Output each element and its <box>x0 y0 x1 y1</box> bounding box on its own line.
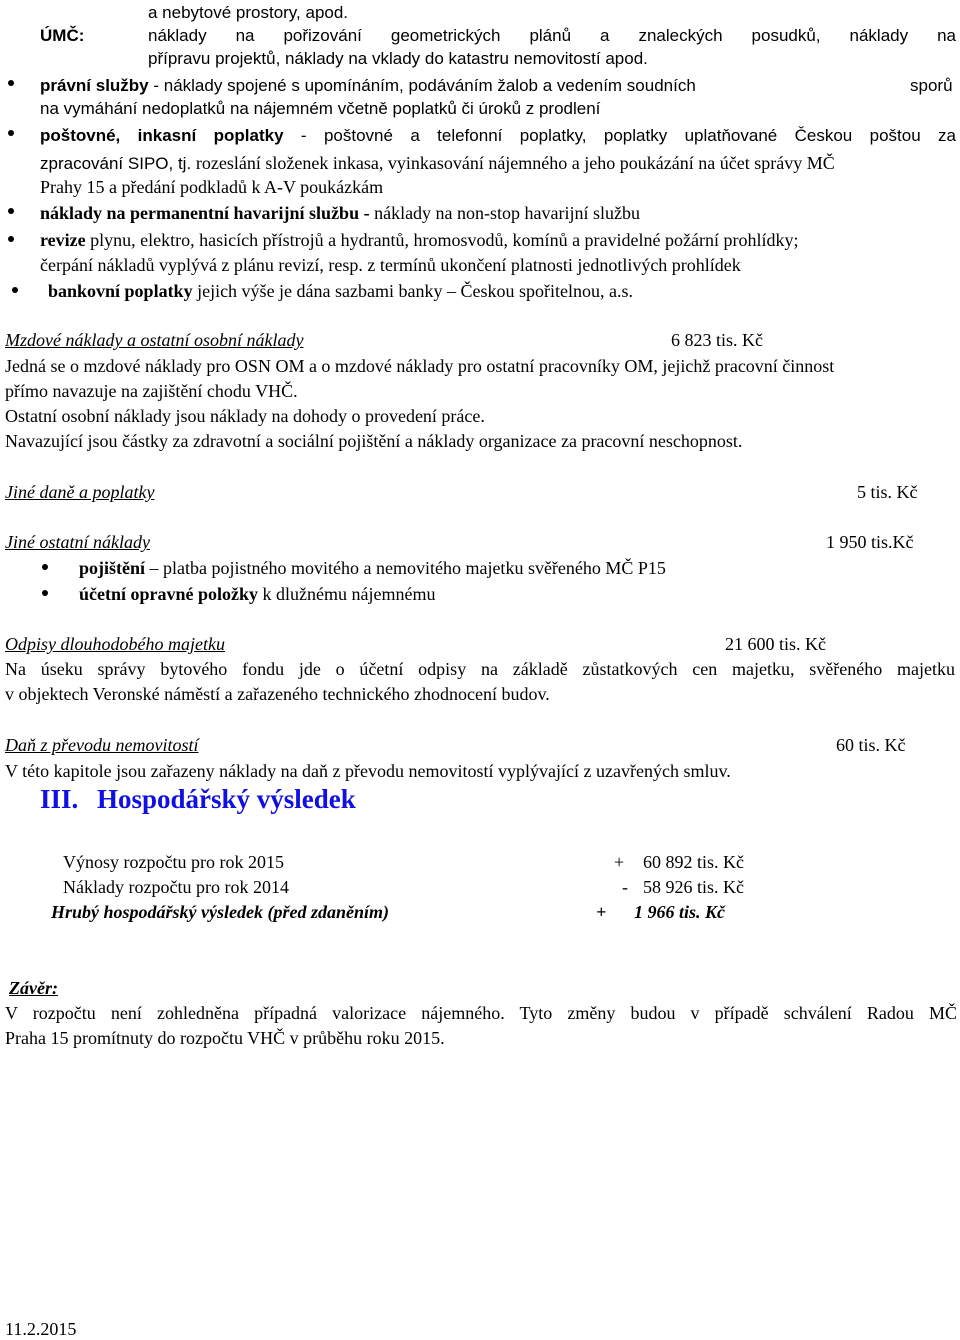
jine-ostatni-naklady-heading: Jiné ostatní náklady <box>5 532 150 552</box>
pravni-sluzby-line1: právní služby - náklady spojené s upomínáním, podáváním žalob a vedením soudních <box>40 76 696 95</box>
dan-amount: 60 tis. Kč <box>836 735 906 755</box>
jine-dane-amount: 5 tis. Kč <box>857 482 918 502</box>
jine-ostatni-naklady-amount: 1 950 tis.Kč <box>826 532 914 552</box>
summary-row-label: Výnosy rozpočtu pro rok 2015 <box>63 852 284 872</box>
umc-label: ÚMČ: <box>40 26 85 45</box>
pravni-sluzby-line2: na vymáhání nedoplatků na nájemném včetně poplatků či úroků z prodlení <box>40 99 601 118</box>
mzdove-paragraph-line1: Jedná se o mzdové náklady pro OSN OM a o mzdové náklady pro ostatní pracovníky OM, jejichž pracovní činnost <box>5 356 835 376</box>
summary-row-sign: + <box>614 852 625 872</box>
revize-line2: čerpání nákladů vyplývá z plánu revizí, resp. z termínů ukončení platnosti jednotlivých prohlídek <box>40 255 741 275</box>
odpisy-paragraph-line1: Na úseku správy bytového fondu jde o účetní odpisy na základě zůstatkových cen majetku, svěřeného majetku <box>5 659 955 679</box>
summary-result-value: 1 966 tis. Kč <box>634 902 726 922</box>
summary-row-value: 58 926 tis. Kč <box>643 877 744 897</box>
bullet-icon <box>42 590 48 596</box>
summary-result-sign: + <box>596 902 607 922</box>
mzdove-naklady-amount: 6 823 tis. Kč <box>671 330 763 350</box>
dan-heading: Daň z převodu nemovitostí <box>5 735 199 755</box>
summary-row-label: Náklady rozpočtu pro rok 2014 <box>63 877 289 897</box>
odpisy-heading: Odpisy dlouhodobého majetku <box>5 634 225 654</box>
intro-line: a nebytové prostory, apod. <box>148 3 349 22</box>
bullet-icon <box>8 80 14 86</box>
bullet-icon <box>42 564 48 570</box>
revize-line1: revize plynu, elektro, hasicích přístrojů a hydrantů, hromosvodů, komínů a pravidelné požární prohlídky; <box>40 230 799 250</box>
havarijni-sluzba-line: náklady na permanentní havarijní službu - náklady na non-stop havarijní službu <box>40 203 641 223</box>
bullet-icon <box>8 236 14 242</box>
jine-dane-heading: Jiné daně a poplatky <box>5 482 155 502</box>
zaver-paragraph-line2: Praha 15 promítnuty do rozpočtu VHČ v průběhu roku 2015. <box>5 1028 445 1048</box>
postovne-line2: zpracování SIPO, tj. rozeslání složenek inkasa, vyinkasování nájemného a jeho poukázání na účet správy MČ <box>40 153 835 173</box>
odpisy-amount: 21 600 tis. Kč <box>725 634 826 654</box>
umc-text-line1: náklady na pořizování geometrických plánů a znaleckých posudků, náklady na <box>148 26 956 45</box>
bullet-icon <box>12 287 18 293</box>
zaver-heading: Závěr: <box>9 978 58 998</box>
summary-result-label: Hrubý hospodářský výsledek (před zdaněním) <box>51 902 389 922</box>
bankovni-poplatky-line: bankovní poplatky jejich výše je dána sazbami banky – Českou spořitelnou, a.s. <box>48 281 633 301</box>
pravni-sluzby-line1-end: sporů <box>910 76 953 95</box>
footer-date: 11.2.2015 <box>5 1319 77 1339</box>
section-number: III. <box>40 784 79 814</box>
section-title: Hospodářský výsledek <box>97 784 356 814</box>
dan-paragraph: V této kapitole jsou zařazeny náklady na daň z převodu nemovitostí vyplývající z uzavřených smluv. <box>5 761 731 781</box>
summary-row-value: 60 892 tis. Kč <box>643 852 744 872</box>
opravne-polozky-item: účetní opravné položky k dlužnému nájemnému <box>79 584 436 604</box>
odpisy-paragraph-line2: v objektech Veronské náměstí a zařazeného technického zhodnocení budov. <box>5 684 550 704</box>
zaver-paragraph-line1: V rozpočtu není zohledněna případná valorizace nájemného. Tyto změny budou v případě schválení Radou MČ <box>5 1003 957 1023</box>
bullet-icon <box>8 130 14 136</box>
mzdove-naklady-heading: Mzdové náklady a ostatní osobní náklady <box>5 330 304 350</box>
pojisteni-text: Navazující jsou částky za zdravotní a sociální pojištění a náklady organizace za pracovní neschopnost. <box>5 431 743 451</box>
summary-row-sign: - <box>622 877 628 897</box>
mzdove-paragraph-line2: přímo navazuje na zajištění chodu VHČ. <box>5 381 298 401</box>
pojisteni-item: pojištění – platba pojistného movitého a nemovitého majetku svěřeného MČ P15 <box>79 558 666 578</box>
umc-text-line2: přípravu projektů, náklady na vklady do katastru nemovitostí apod. <box>148 49 648 68</box>
postovne-line3: Prahy 15 a předání podkladů k A-V poukázkám <box>40 177 384 197</box>
bullet-icon <box>8 208 14 214</box>
postovne-line1: poštovné, inkasní poplatky - poštovné a telefonní poplatky, poplatky uplatňované Českou poštou za <box>40 126 957 145</box>
ostatni-osobni-naklady-text: Ostatní osobní náklady jsou náklady na dohody o provedení práce. <box>5 406 485 426</box>
